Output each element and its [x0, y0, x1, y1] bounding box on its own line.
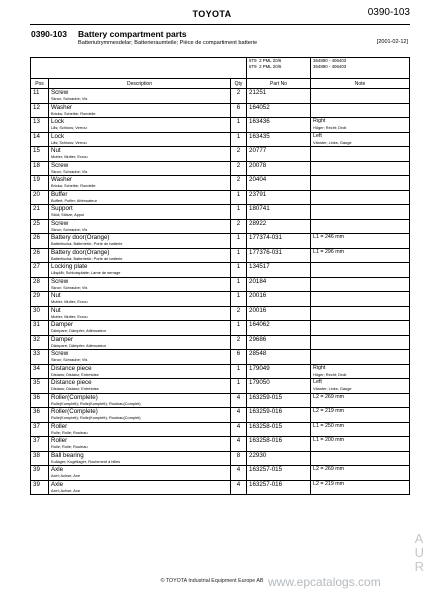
pos-cell: 12 — [31, 103, 49, 118]
pos-cell: 37 — [31, 437, 49, 452]
col-partno-header: Part No — [247, 79, 311, 89]
part-translations: Stöd; Stütze; Appui — [51, 212, 85, 218]
note-text: L1 = 250 mm — [313, 422, 345, 429]
parts-row — [31, 234, 410, 249]
pos-cell: 25 — [31, 219, 49, 234]
parts-row — [31, 190, 410, 205]
qty-cell: 2 — [231, 335, 247, 350]
description-cell — [49, 234, 231, 249]
part-number-cell: 28548 — [247, 350, 311, 365]
part-name: Screw — [51, 89, 69, 96]
model-code: 6T9 — [249, 58, 257, 63]
description-cell — [49, 219, 231, 234]
note-text: Left — [313, 379, 322, 385]
pos-cell: 39 — [31, 480, 49, 495]
part-number-cell: 179049 — [247, 364, 311, 379]
parts-row — [31, 335, 410, 350]
part-number-cell: 20078 — [247, 161, 311, 176]
qty-cell: 2 — [231, 161, 247, 176]
note-cell — [311, 422, 410, 437]
qty-cell: 4 — [231, 480, 247, 495]
part-number-cell: 164052 — [247, 103, 311, 118]
part-name: Buffer — [51, 190, 68, 198]
parts-row — [31, 466, 410, 481]
part-name: Axle — [51, 480, 64, 488]
note-cell — [311, 480, 410, 495]
description-cell — [49, 379, 231, 394]
note-cell — [311, 248, 410, 263]
edge-characters — [415, 532, 424, 574]
part-number-cell: 23791 — [247, 190, 311, 205]
pos-cell: 27 — [31, 263, 49, 278]
pos-cell: 14 — [31, 132, 49, 147]
part-name: Distance piece — [51, 364, 92, 372]
note-text: L2 = 219 mm — [313, 480, 345, 487]
part-name: Support — [51, 205, 73, 212]
pos-cell: 36 — [31, 408, 49, 423]
note-cell — [311, 234, 410, 249]
parts-row — [31, 321, 410, 336]
note-cell — [311, 277, 410, 292]
parts-row — [31, 118, 410, 133]
parts-row — [31, 103, 410, 118]
pos-cell: 20 — [31, 190, 49, 205]
part-name: Nut — [51, 147, 61, 154]
qty-cell: 1 — [231, 190, 247, 205]
note-cell — [311, 161, 410, 176]
pos-cell: 19 — [31, 176, 49, 191]
pos-cell: 32 — [31, 335, 49, 350]
parts-row — [31, 350, 410, 365]
part-name: Battery door(Orange) — [51, 248, 110, 256]
part-translations: Distans; Distanz; Entretoise — [51, 371, 99, 377]
part-translations: Mutter; Mutter; Ecrou — [51, 313, 88, 319]
part-translations: Låsplåt; Schlussplatte; Lame de serrage — [51, 270, 121, 276]
pos-cell: 36 — [31, 393, 49, 408]
note-cell — [311, 408, 410, 423]
part-number-cell: 20184 — [247, 277, 311, 292]
column-header-row — [31, 79, 410, 89]
note-cell — [311, 190, 410, 205]
part-name: Washer — [51, 176, 73, 183]
note-text: Left — [313, 132, 322, 139]
pos-cell: 18 — [31, 161, 49, 176]
model-header-row — [31, 58, 410, 79]
note-text: L2 = 219 mm — [313, 408, 345, 414]
model-header-cell — [247, 58, 311, 79]
part-number-cell: 163257-015 — [247, 466, 311, 481]
qty-cell: 1 — [231, 118, 247, 133]
description-cell — [49, 89, 231, 104]
description-cell — [49, 205, 231, 220]
col-qty-header: Qty — [231, 79, 247, 89]
note-text: L2 = 269 mm — [313, 466, 345, 472]
part-translations: Lås; Schloss; Verrou — [51, 125, 87, 131]
qty-cell: 1 — [231, 277, 247, 292]
note-cell — [311, 350, 410, 365]
description-cell — [49, 335, 231, 350]
col-pos-header: Pos — [31, 79, 49, 89]
part-number-cell: 163258-016 — [247, 437, 311, 452]
note-cell — [311, 219, 410, 234]
pos-cell: 37 — [31, 422, 49, 437]
note-text: Right — [313, 364, 326, 371]
footer-copyright: © TOYOTA Industrial Equipment Europe AB — [160, 578, 264, 584]
parts-row — [31, 219, 410, 234]
part-translations: Dämpare; Dämpfer; Atténuateur — [51, 342, 107, 348]
note-cell — [311, 321, 410, 336]
note-cell — [311, 263, 410, 278]
section-number: 0390-103 — [31, 29, 67, 39]
part-translations: Skruv; Schraube; Vis — [51, 168, 88, 174]
part-name: Damper — [51, 321, 74, 328]
qty-cell: 8 — [231, 451, 247, 466]
description-cell — [49, 176, 231, 191]
part-name: Battery door(Orange) — [51, 234, 110, 241]
header-rule — [30, 24, 410, 25]
description-cell — [49, 103, 231, 118]
note-cell — [311, 306, 410, 321]
part-name: Screw — [51, 219, 69, 227]
parts-row — [31, 263, 410, 278]
section-date: [2001-02-12] — [376, 39, 408, 45]
part-name: Roller(Complete) — [51, 408, 98, 415]
part-translations: Rulle; Rolle; Rouleau — [51, 429, 88, 435]
part-number-cell: 177376-031 — [247, 248, 311, 263]
part-translations: Bricka; Scheibe; Rondelle — [51, 183, 96, 189]
note-cell — [311, 118, 410, 133]
part-number-cell: 28922 — [247, 219, 311, 234]
note-text: L1 = 246 mm — [313, 234, 345, 240]
parts-row — [31, 132, 410, 147]
watermark-text: www.epcatalogs.com — [268, 575, 381, 589]
part-translations: Bricka; Scheibe; Rondelle — [51, 110, 96, 116]
qty-cell: 1 — [231, 292, 247, 307]
part-translations: Buffert; Puffer; Atténuateur — [51, 197, 97, 203]
note-translations: Vänster; Links; Gauge — [313, 386, 352, 392]
pos-cell: 26 — [31, 234, 49, 249]
parts-row — [31, 147, 410, 162]
note-cell — [311, 379, 410, 394]
qty-cell: 1 — [231, 321, 247, 336]
description-cell — [49, 393, 231, 408]
parts-row — [31, 248, 410, 263]
part-number-cell: 21251 — [247, 89, 311, 104]
part-name: Distance piece — [51, 379, 92, 386]
qty-cell: 4 — [231, 422, 247, 437]
part-name: Roller — [51, 437, 68, 444]
part-number-cell: 163258-015 — [247, 422, 311, 437]
part-translations: Batterilucka; Batterietür; Porte de batterie — [51, 255, 123, 261]
part-translations: Skruv; Schraube; Vis — [51, 226, 88, 232]
qty-cell: 1 — [231, 205, 247, 220]
parts-row — [31, 306, 410, 321]
note-cell — [311, 205, 410, 220]
part-translations: Skruv; Schraube; Vis — [51, 284, 88, 290]
parts-row — [31, 451, 410, 466]
part-number-cell: 22930 — [247, 451, 311, 466]
note-cell — [311, 132, 410, 147]
qty-cell: 4 — [231, 393, 247, 408]
part-name: Lock — [51, 118, 65, 125]
description-cell — [49, 292, 231, 307]
pos-cell: 30 — [31, 306, 49, 321]
parts-row — [31, 480, 410, 495]
part-name: Screw — [51, 161, 69, 169]
serial-range: 364890 - 406403 — [313, 58, 347, 63]
brand-title: TOYOTA — [192, 9, 232, 19]
model-header-blank — [31, 58, 247, 79]
part-number-cell: 20016 — [247, 306, 311, 321]
part-translations: Kullager; Kugellager; Roulement à billes — [51, 458, 121, 464]
part-number-cell: 134517 — [247, 263, 311, 278]
serial-range-cell — [311, 58, 410, 79]
pos-cell: 29 — [31, 292, 49, 307]
qty-cell: 4 — [231, 466, 247, 481]
part-translations: Axel; Achse; Axe — [51, 487, 80, 493]
pos-cell: 35 — [31, 379, 49, 394]
pos-cell: 15 — [31, 147, 49, 162]
part-number-cell: 180741 — [247, 205, 311, 220]
part-translations: Rulle(Komplett); Rolle(Komplett); Rouleau(Complet) — [51, 415, 141, 421]
part-translations: Rulle(Komplett); Rolle(Komplett); Rouleau(Complet) — [51, 400, 141, 406]
section-subtitle: Batteriutrymmesdelar; Batterieraumteile; Pièce de compartiment batterie — [78, 40, 258, 46]
note-cell — [311, 103, 410, 118]
description-cell — [49, 321, 231, 336]
part-number-cell: 163436 — [247, 118, 311, 133]
parts-row — [31, 89, 410, 104]
section-title: Battery compartment parts — [78, 29, 187, 39]
parts-row — [31, 161, 410, 176]
part-name: Locking plate — [51, 263, 88, 270]
note-cell — [311, 393, 410, 408]
pos-cell: 11 — [31, 89, 49, 104]
parts-row — [31, 205, 410, 220]
part-translations: Mutter; Mutter; Ecrou — [51, 299, 88, 305]
pos-cell: 38 — [31, 451, 49, 466]
note-text: L2 = 269 mm — [313, 393, 345, 400]
model-code: 6T9 — [249, 64, 257, 70]
description-cell — [49, 277, 231, 292]
note-text: Right — [313, 118, 326, 124]
part-translations: Axel; Achse; Axe — [51, 473, 80, 479]
description-cell — [49, 263, 231, 278]
note-cell — [311, 451, 410, 466]
part-number-cell: 163259-015 — [247, 393, 311, 408]
part-translations: Lås; Schloss; Verrou — [51, 139, 87, 145]
description-cell — [49, 306, 231, 321]
part-number-cell: 164062 — [247, 321, 311, 336]
part-number-cell: 179050 — [247, 379, 311, 394]
part-number-cell: 20777 — [247, 147, 311, 162]
description-cell — [49, 437, 231, 452]
description-cell — [49, 408, 231, 423]
part-number-cell: 163435 — [247, 132, 311, 147]
part-number-cell: 177374-031 — [247, 234, 311, 249]
edge-char: U — [414, 545, 424, 560]
part-name: Washer — [51, 103, 73, 111]
edge-char: R — [414, 559, 424, 574]
note-translations: Höger; Recht; Droit — [313, 371, 347, 377]
note-cell — [311, 466, 410, 481]
qty-cell: 1 — [231, 234, 247, 249]
qty-cell: 2 — [231, 306, 247, 321]
qty-cell: 1 — [231, 364, 247, 379]
description-cell — [49, 480, 231, 495]
description-cell — [49, 466, 231, 481]
serial-range: 364890 - 406403 — [313, 64, 347, 70]
pos-cell: 34 — [31, 364, 49, 379]
qty-cell: 2 — [231, 176, 247, 191]
pos-cell: 39 — [31, 466, 49, 481]
note-cell — [311, 437, 410, 452]
parts-row — [31, 176, 410, 191]
part-translations: Distans; Distanz; Entretoise — [51, 386, 99, 392]
parts-table — [30, 57, 410, 495]
parts-row — [31, 277, 410, 292]
part-number-cell: 163257-016 — [247, 480, 311, 495]
description-cell — [49, 248, 231, 263]
description-cell — [49, 147, 231, 162]
part-translations: Mutter; Mutter; Ecrou — [51, 154, 88, 160]
note-text: L1 = 200 mm — [313, 437, 345, 443]
pos-cell: 13 — [31, 118, 49, 133]
qty-cell: 2 — [231, 89, 247, 104]
description-cell — [49, 190, 231, 205]
parts-row — [31, 393, 410, 408]
qty-cell: 1 — [231, 263, 247, 278]
note-cell — [311, 335, 410, 350]
part-name: Nut — [51, 292, 61, 299]
part-name: Roller — [51, 422, 68, 430]
description-cell — [49, 451, 231, 466]
parts-row — [31, 422, 410, 437]
note-cell — [311, 147, 410, 162]
note-cell — [311, 89, 410, 104]
part-number-cell: 163259-016 — [247, 408, 311, 423]
description-cell — [49, 161, 231, 176]
col-note-header: Note — [311, 79, 410, 89]
note-translations: Höger; Recht; Droit — [313, 125, 347, 131]
pos-cell: 26 — [31, 248, 49, 263]
parts-row — [31, 437, 410, 452]
part-translations: Rulle; Rolle; Rouleau — [51, 444, 88, 450]
qty-cell: 6 — [231, 350, 247, 365]
note-text: L1 = 296 mm — [313, 248, 345, 255]
qty-cell: 2 — [231, 147, 247, 162]
qty-cell: 6 — [231, 103, 247, 118]
part-number-cell: 20016 — [247, 292, 311, 307]
parts-row — [31, 364, 410, 379]
page-number: 0390-103 — [367, 7, 410, 18]
part-name: Lock — [51, 132, 65, 140]
edge-char: A — [414, 531, 424, 546]
part-name: Nut — [51, 306, 61, 314]
pos-cell: 21 — [31, 205, 49, 220]
model-name: 2 PML 20/6 — [259, 58, 282, 63]
part-name: Damper — [51, 335, 74, 343]
qty-cell: 1 — [231, 248, 247, 263]
pos-cell: 31 — [31, 321, 49, 336]
part-translations: Batterilucka; Batterietür; Porte de batterie — [51, 241, 123, 247]
col-description-header: Description — [49, 79, 231, 89]
qty-cell: 2 — [231, 219, 247, 234]
qty-cell: 4 — [231, 408, 247, 423]
pos-cell: 33 — [31, 350, 49, 365]
note-cell — [311, 176, 410, 191]
part-name: Roller(Complete) — [51, 393, 98, 401]
part-number-cell: 29686 — [247, 335, 311, 350]
note-cell — [311, 364, 410, 379]
parts-row — [31, 379, 410, 394]
part-name: Screw — [51, 277, 69, 285]
qty-cell: 1 — [231, 379, 247, 394]
part-translations: Skruv; Schraube; Vis — [51, 357, 88, 363]
qty-cell: 4 — [231, 437, 247, 452]
part-name: Ball bearing — [51, 451, 84, 459]
note-translations: Vänster; Links; Gauge — [313, 139, 352, 145]
description-cell — [49, 350, 231, 365]
note-cell — [311, 292, 410, 307]
description-cell — [49, 132, 231, 147]
part-name: Screw — [51, 350, 69, 357]
part-number-cell: 20404 — [247, 176, 311, 191]
parts-row — [31, 408, 410, 423]
qty-cell: 1 — [231, 132, 247, 147]
description-cell — [49, 422, 231, 437]
part-name: Axle — [51, 466, 64, 473]
model-name: 2 PML 20/6 — [259, 64, 282, 70]
pos-cell: 28 — [31, 277, 49, 292]
description-cell — [49, 118, 231, 133]
part-translations: Dämpare; Dämpfer; Atténuateur — [51, 328, 107, 334]
part-translations: Skruv; Schraube; Vis — [51, 96, 88, 102]
parts-row — [31, 292, 410, 307]
description-cell — [49, 364, 231, 379]
